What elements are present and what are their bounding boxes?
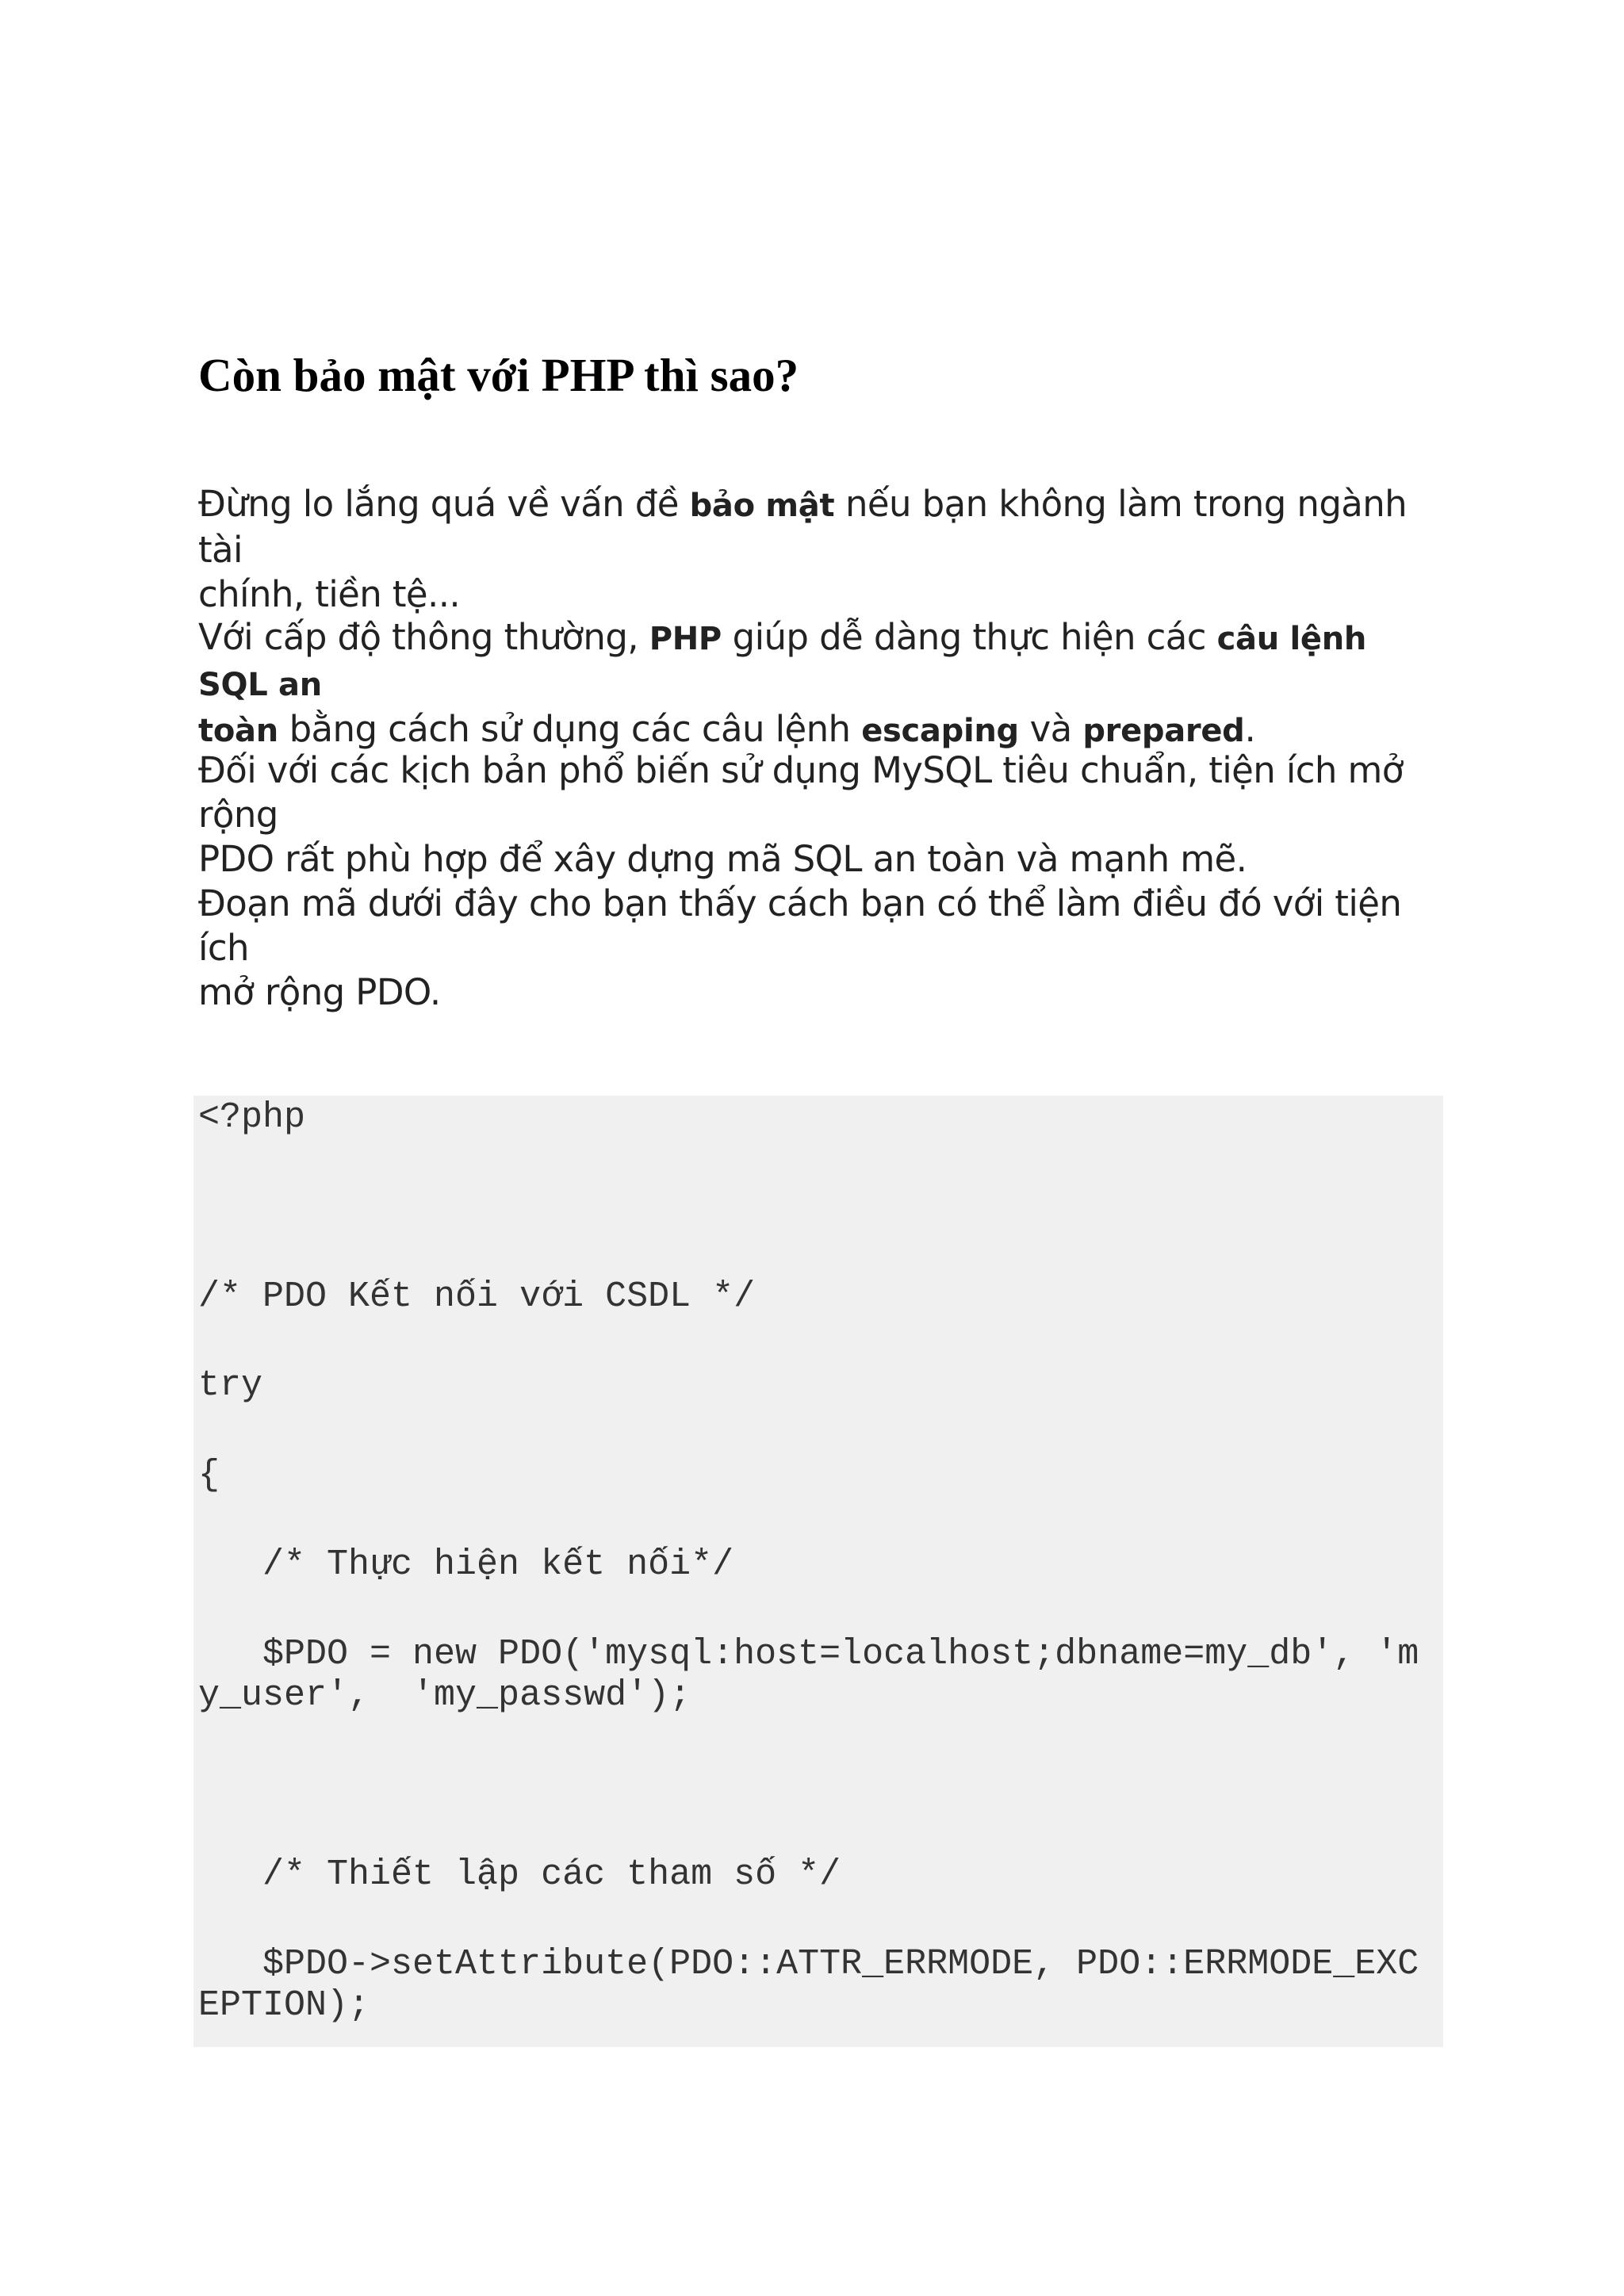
paragraph-security-concern — [198, 482, 1435, 617]
code-line-pdo-new-wrap: y_user', 'my_passwd'); — [198, 1675, 691, 1716]
text-run: Đối với các kịch bản phổ biến sử dụng MySQL tiêu chuẩn, tiện ích mở rộng — [198, 749, 1404, 836]
code-line-set-attribute-wrap: EPTION); — [198, 1985, 370, 2026]
text-run: mở rộng PDO. — [198, 971, 441, 1013]
text-run: chính, tiền tệ... — [198, 573, 461, 615]
paragraph-php-sql — [198, 615, 1435, 753]
code-line-comment-connect: /* PDO Kết nối với CSDL */ — [198, 1276, 756, 1317]
bold-term: PHP — [649, 621, 722, 657]
text-run: bằng cách sử dụng các câu lệnh — [278, 708, 862, 750]
code-line-open-tag: <?php — [198, 1097, 306, 1138]
code-line-pdo-new: $PDO = new PDO('mysql:host=localhost;dbname=my_db', 'm — [198, 1634, 1419, 1674]
section-heading: Còn bảo mật với PHP thì sao? — [198, 349, 799, 401]
text-run: Đoạn mã dưới đây cho bạn thấy cách bạn có thể làm điều đó với tiện ích — [198, 882, 1402, 969]
text-run: PDO rất phù hợp để xây dựng mã SQL an toàn và mạnh mẽ. — [198, 838, 1247, 880]
bold-term: câu lệnh SQL an — [198, 621, 1367, 703]
text-run: Đừng lo lắng quá về vấn đề — [198, 483, 690, 525]
bold-term: escaping — [861, 713, 1019, 749]
text-run: nếu bạn không làm trong ngành tài — [198, 483, 1408, 571]
bold-term: bảo mật — [689, 488, 835, 524]
text-run: Với cấp độ thông thường, — [198, 616, 649, 658]
paragraph-pdo-mysql — [198, 748, 1435, 882]
code-line-comment-params: /* Thiết lập các tham số */ — [198, 1854, 841, 1895]
code-line-try: try — [198, 1365, 263, 1406]
bold-term: toàn — [198, 713, 278, 749]
text-run: . — [1244, 708, 1256, 750]
code-line-set-attribute: $PDO->setAttribute(PDO::ATTR_ERRMODE, PDO::ERRMODE_EXC — [198, 1944, 1419, 1984]
bold-term: prepared — [1082, 713, 1245, 749]
code-block — [193, 1096, 1443, 2047]
paragraph-code-intro — [198, 882, 1435, 1015]
text-run: và — [1018, 708, 1083, 750]
code-line-comment-do-connect: /* Thực hiện kết nối*/ — [198, 1544, 734, 1585]
code-line-open-brace: { — [198, 1455, 220, 1495]
text-run: giúp dễ dàng thực hiện các — [721, 616, 1217, 658]
